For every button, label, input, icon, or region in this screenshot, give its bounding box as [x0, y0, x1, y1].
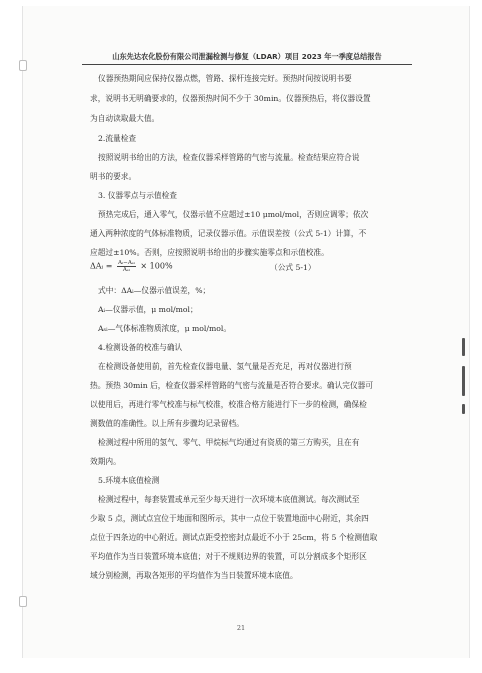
binding-mark [462, 338, 465, 356]
binding-mark [462, 404, 465, 414]
error-formula [90, 260, 173, 273]
formula-rhs: × 100% [140, 261, 173, 271]
paragraph-line: 应超过±10%。否则，应按照说明书给出的步骤实施零点和示值校准。 [90, 248, 329, 257]
paragraph-line: 点位于四条边的中心附近。测试点距受控密封点最近不小于 25cm，将 5 个检测值取 [90, 533, 378, 542]
section-heading: 5.环境本底值检测 [98, 476, 160, 485]
paragraph-line: 域分别检测，再取各矩形的平均值作为当日装置环境本底值。 [90, 571, 298, 580]
paragraph-line: 为自动读取最大值。 [90, 114, 160, 123]
paragraph-line: 以使用后，再进行零气校准与标气校准，校准合格方能进行下一步的检测，确保检 [90, 400, 367, 409]
paragraph-line: 通入两种浓度的气体标准物质，记录仪器示值。示值误差按（公式 5-1）计算，不 [90, 229, 367, 238]
paragraph-line: 热。预热 30min 后，检查仪器采样管路的气密与流量是否符合要求。确认完仪器可 [90, 381, 374, 390]
paragraph-line: 平均值作为当日装置环境本底值；对于不规则边界的装置，可以分割成多个矩形区 [90, 552, 367, 561]
section-heading: 2.流量检查 [98, 134, 137, 143]
paragraph-line: 式中：ΔAᵢ—仪器示值误差，%； [98, 286, 211, 295]
formula-lhs: ΔAᵢ = [90, 261, 113, 271]
section-heading: 3. 仪器零点与示值检查 [98, 191, 177, 200]
equation-number: （公式 5-1） [270, 263, 316, 272]
paragraph-line: 少取 5 点，测试点宜位于地面和图所示，其中一点位于装置地面中心附近，其余四 [90, 514, 369, 523]
section-heading: 4.检测设备的校准与确认 [98, 343, 183, 352]
page-number: 21 [236, 624, 246, 632]
paragraph-line: 测数值的准确性。以上所有步骤均记录留档。 [90, 419, 244, 428]
paragraph-line: Aᵢ—仪器示值，μ mol/mol； [98, 305, 198, 314]
paragraph-line: Aₛᵢ—气体标准物质浓度，μ mol/mol。 [98, 324, 232, 333]
paragraph-line: 检测过程中所用的氢气、零气、甲烷标气均通过有资质的第三方购买，且在有 [98, 438, 360, 447]
paragraph-line: 在检测设备使用前，首先检查仪器电量、氢气量是否充足，再对仪器进行预 [98, 362, 352, 371]
paragraph-line: 效期内。 [90, 457, 121, 466]
formula-numerator: Aᵢ−Aₛᵢ [117, 260, 135, 266]
paragraph-line: 检测过程中，每套装置或单元至少每天进行一次环境本底值测试。每次测试至 [98, 495, 360, 504]
paragraph-line: 预热完成后，通入零气，仪器示值不应超过±10 μmol/mol，否则应调零；依次 [98, 210, 369, 219]
punch-hole [19, 60, 27, 71]
formula-denominator: Aₛᵢ [122, 267, 130, 273]
header-rule [82, 64, 412, 65]
paragraph-line: 按照说明书给出的方法，检查仪器采样管路的气密与流量。检查结果应符合说 [98, 153, 360, 162]
formula-fraction [117, 260, 136, 273]
paragraph-line: 仪器预热期间应保持仪器点燃，管路、探杆连接完好。预热时间按说明书要 [98, 74, 352, 83]
punch-hole [19, 596, 27, 607]
page-header: 山东先达农化股份有限公司泄漏检测与修复（LDAR）项目 2023 年一季度总结报告 [112, 52, 382, 61]
binding-mark [462, 366, 465, 396]
paragraph-line: 明书的要求。 [90, 172, 137, 181]
paragraph-line: 求，说明书无明确要求的，仪器预热时间不少于 30min。仪器预热后，将仪器设置 [90, 94, 371, 103]
